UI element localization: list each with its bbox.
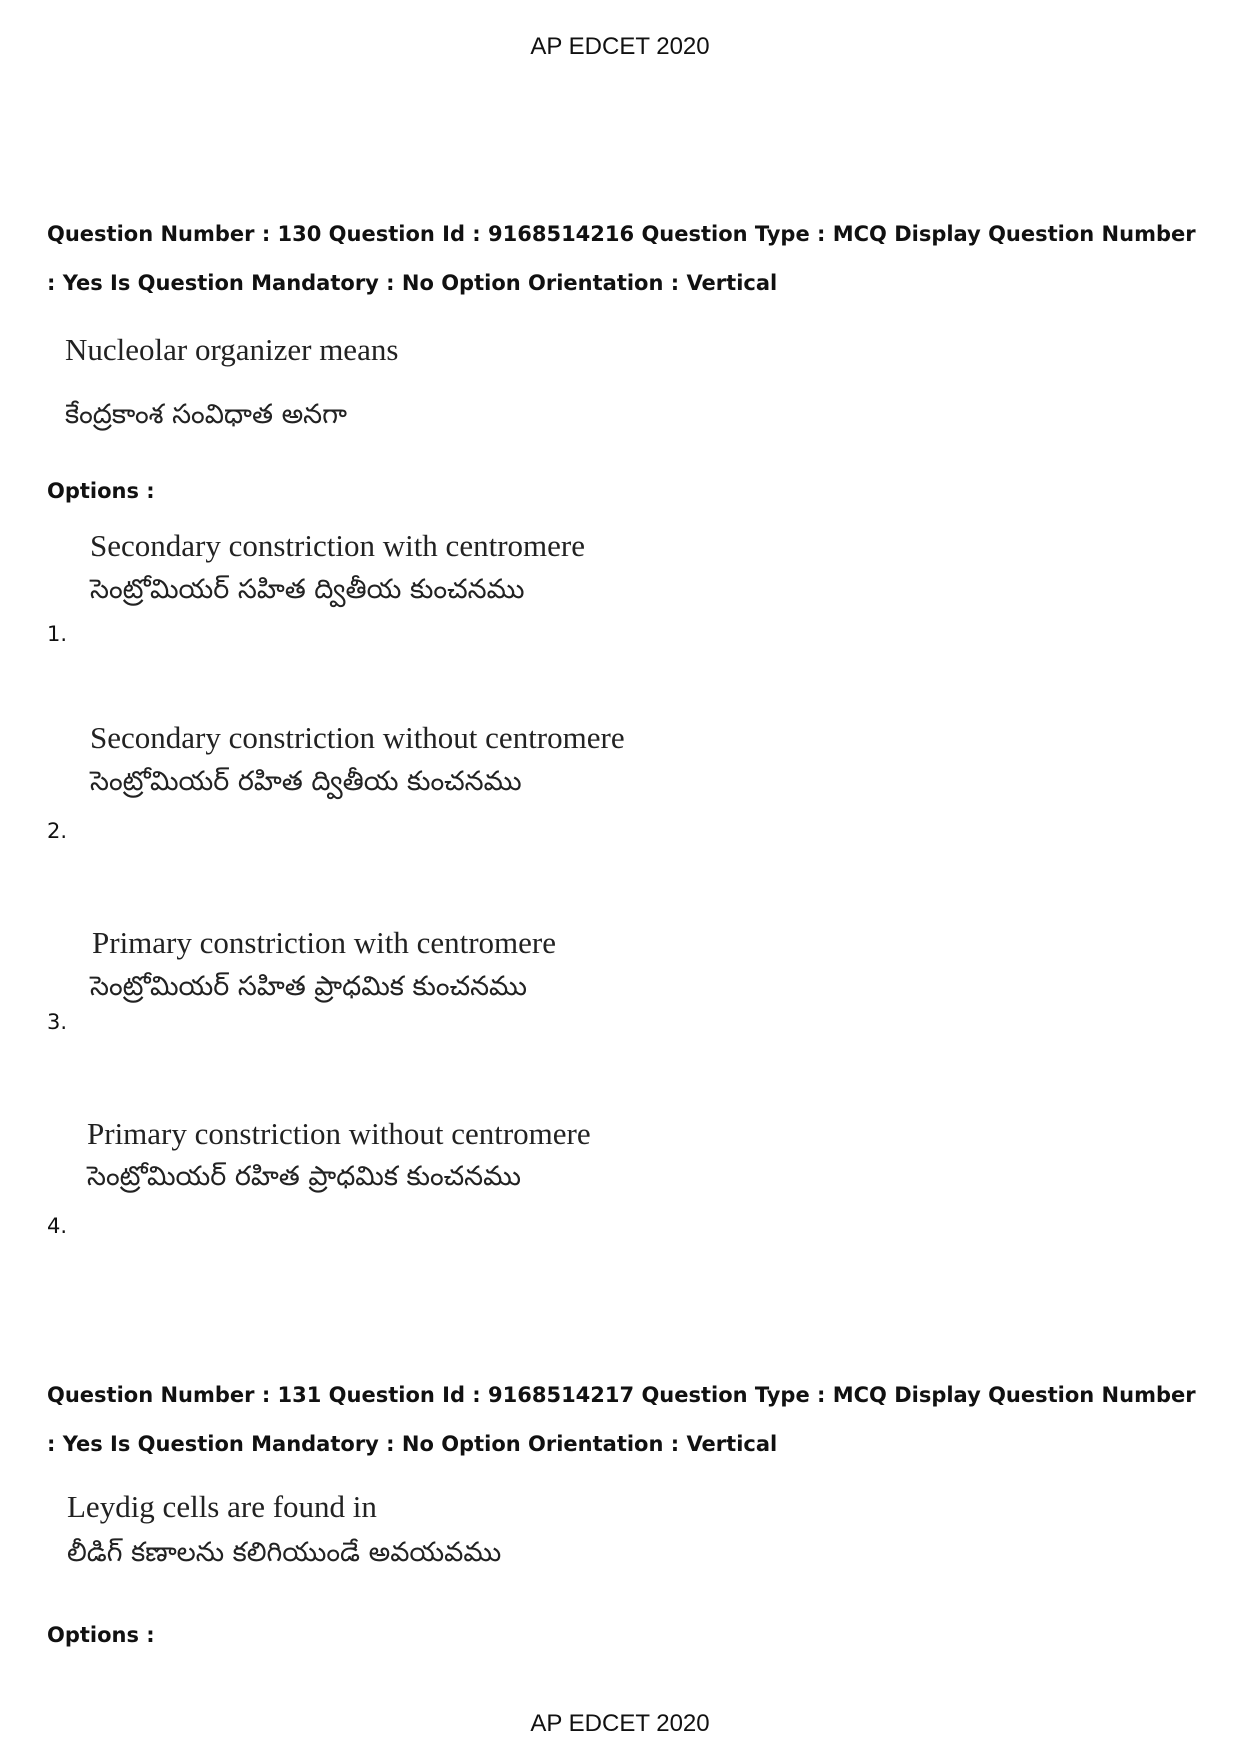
option-text-english: Primary constriction with centromere <box>92 925 557 960</box>
option-text-telugu: సెంట్రోమియర్ సహిత ప్రాధమిక కుంచనము <box>90 971 527 1002</box>
option-number: 2. <box>47 819 68 843</box>
option-number: 1. <box>47 622 68 646</box>
options-label: Options : <box>47 1623 155 1647</box>
option-text-english: Secondary constriction with centromere <box>90 528 585 563</box>
option-number: 4. <box>47 1214 68 1238</box>
question-text-english: Leydig cells are found in <box>67 1489 377 1524</box>
page-header: AP EDCET 2020 <box>530 33 710 60</box>
option-text-telugu: సెంట్రోమియర్ సహిత ద్వితీయ కుంచనము <box>90 574 525 605</box>
question-text-telugu: లీడిగ్ కణాలను కలిగియుండే అవయవము <box>67 1537 502 1568</box>
option-text-telugu: సెంట్రోమియర్ రహిత ద్వితీయ కుంచనము <box>90 766 522 797</box>
question-text-english: Nucleolar organizer means <box>65 332 399 367</box>
question-meta: Question Number : 131 Question Id : 9168514217 Question Type : MCQ Display Question Number : Yes Is Question Mandatory : No Option Orientation : Vertical <box>47 1383 1196 1456</box>
page-footer: AP EDCET 2020 <box>530 1710 710 1737</box>
option-text-english: Secondary constriction without centromere <box>90 720 625 755</box>
option-text-english: Primary constriction without centromere <box>87 1116 591 1151</box>
question-text-telugu: కేంద్రకాంశ సంవిధాత అనగా <box>65 399 348 430</box>
options-label: Options : <box>47 479 155 503</box>
option-number: 3. <box>47 1010 68 1034</box>
option-text-telugu: సెంట్రోమియర్ రహిత ప్రాధమిక కుంచనము <box>87 1161 522 1192</box>
question-meta: Question Number : 130 Question Id : 9168514216 Question Type : MCQ Display Question Number : Yes Is Question Mandatory : No Option Orientation : Vertical <box>47 222 1196 295</box>
